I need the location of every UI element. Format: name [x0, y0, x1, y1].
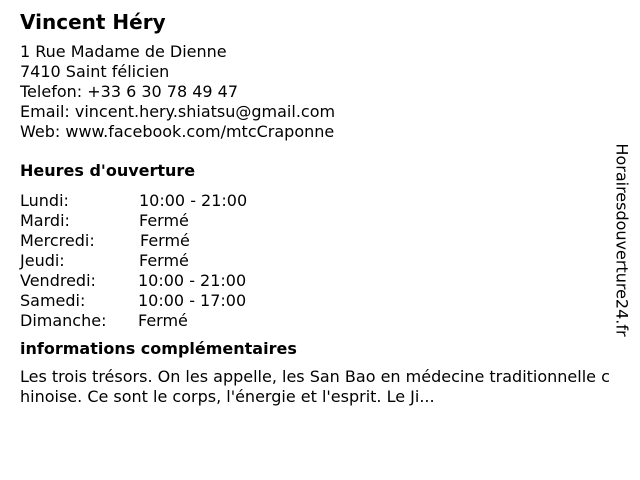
hours-day: Mercredi:	[20, 231, 95, 250]
hours-heading: Heures d'ouverture	[20, 161, 196, 180]
web-line: Web: www.facebook.com/mtcCraponne	[20, 122, 335, 141]
hours-time: Fermé	[139, 251, 189, 270]
hours-row-jeudi	[20, 251, 620, 271]
address-city: 7410 Saint félicien	[20, 62, 170, 81]
watermark-text: Horairesdouverture24.fr	[613, 143, 633, 337]
hours-day: Mardi:	[20, 211, 70, 230]
hours-day: Dimanche:	[20, 311, 107, 330]
hours-time: Fermé	[140, 231, 190, 250]
hours-time: 10:00 - 21:00	[139, 191, 248, 210]
hours-row-dimanche	[20, 311, 620, 331]
email-line: Email: vincent.hery.shiatsu@gmail.com	[20, 102, 336, 121]
hours-time: 10:00 - 17:00	[138, 291, 247, 310]
business-card	[20, 10, 620, 407]
hours-row-lundi	[20, 191, 620, 211]
business-name: Vincent Héry	[20, 10, 166, 34]
info-heading: informations complémentaires	[20, 339, 297, 358]
hours-day: Lundi:	[20, 191, 69, 210]
hours-time: Fermé	[138, 311, 188, 330]
address-street: 1 Rue Madame de Dienne	[20, 42, 227, 61]
info-description: Les trois trésors. On les appelle, les San Bao en médecine traditionnelle chinoise. Ce sont le corps, l'énergie et l'esprit. Le Ji...	[20, 367, 610, 406]
hours-row-mardi	[20, 211, 620, 231]
hours-row-samedi	[20, 291, 620, 311]
hours-time: 10:00 - 21:00	[138, 271, 247, 290]
phone-line: Telefon: +33 6 30 78 49 47	[20, 82, 239, 101]
hours-row-mercredi	[20, 231, 620, 251]
watermark-side-text	[612, 135, 632, 345]
hours-day: Samedi:	[20, 291, 86, 310]
hours-day: Vendredi:	[20, 271, 96, 290]
hours-time: Fermé	[139, 211, 189, 230]
hours-day: Jeudi:	[20, 251, 65, 270]
hours-row-vendredi	[20, 271, 620, 291]
